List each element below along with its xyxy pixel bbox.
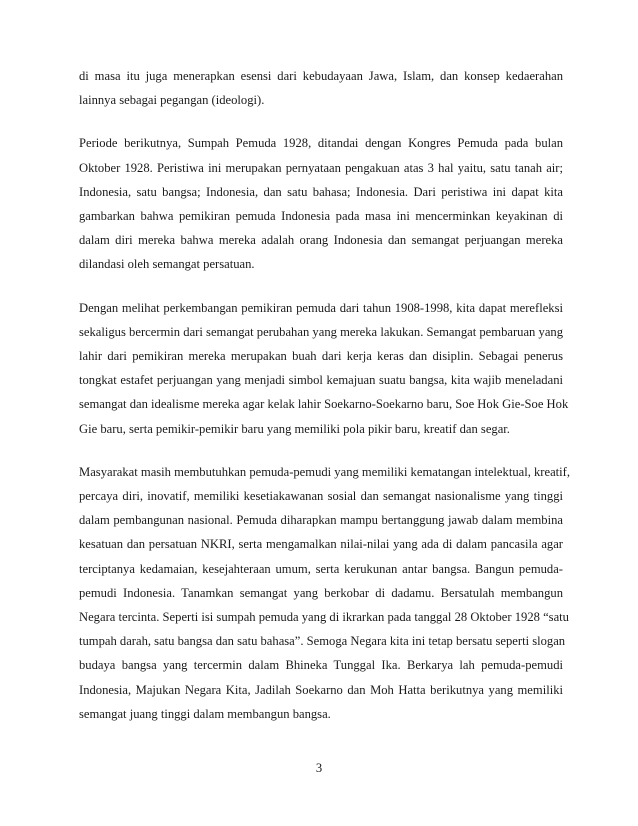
text-line: Masyarakat masih membutuhkan pemuda-pemudi yang memiliki kematangan intelektual, kreatif, bbox=[79, 464, 571, 479]
text-line: di masa itu juga menerapkan esensi dari kebudayaan Jawa, Islam, dan konsep kedaerahan bbox=[79, 69, 563, 83]
text-line: terciptanya kedamaian, kesejahteraan umum, serta kerukunan antar bangsa. Bangun pemuda- bbox=[79, 561, 563, 576]
paragraph bbox=[79, 460, 571, 726]
paragraph bbox=[79, 64, 563, 112]
text-line: dalam pembangunan nasional. Pemuda diharapkan mampu bertanggung jawab dalam membina bbox=[79, 513, 563, 528]
text-line: percaya diri, inovatif, memiliki kesetiakawanan sosial dan semangat nasionalisme yang tinggi bbox=[79, 489, 563, 504]
text-line: sekaligus bercermin dari semangat perubahan yang mereka lakukan. Semangat pembaruan yang bbox=[79, 324, 563, 339]
paragraph bbox=[79, 296, 569, 441]
text-line: Dengan melihat perkembangan pemikiran pemuda dari tahun 1908-1998, kita dapat merefleksi bbox=[79, 300, 563, 315]
text-line: tumpah darah, satu bangsa dan satu bahasa”. Semoga Negara kita ini tetap bersatu seperti slogan bbox=[79, 634, 566, 649]
text-line: lainnya sebagai pegangan (ideologi). bbox=[79, 93, 265, 108]
text-line: lahir dari pemikiran mereka merupakan buah dari kerja keras dan disiplin. Sebagai penerus bbox=[79, 349, 563, 364]
text-line: gambarkan bahwa pemikiran pemuda Indonesia pada masa ini mencerminkan keyakinan di bbox=[79, 209, 563, 224]
text-line: pemudi Indonesia. Tanamkan semangat yang berkobar di dadamu. Bersatulah membangun bbox=[79, 585, 563, 600]
page-number: 3 bbox=[315, 761, 323, 775]
text-line: Periode berikutnya, Sumpah Pemuda 1928, ditandai dengan Kongres Pemuda pada bulan bbox=[79, 136, 563, 151]
paragraph bbox=[79, 131, 563, 276]
text-line: Negara tercinta. Seperti isi sumpah pemuda yang di ikrarkan pada tanggal 28 Oktober 1928 “satu bbox=[79, 610, 569, 625]
text-line: dalam diri mereka bahwa mereka adalah orang Indonesia dan semangat perjuangan mereka bbox=[79, 233, 563, 248]
document-body bbox=[79, 64, 571, 726]
text-line: budaya bangsa yang tercermin dalam Bhineka Tunggal Ika. Berkarya lah pemuda-pemudi bbox=[79, 658, 563, 673]
text-line: tongkat estafet perjuangan yang menjadi simbol kemajuan suatu bangsa, kita wajib meneladani bbox=[79, 373, 563, 388]
text-line: kesatuan dan persatuan NKRI, serta mengamalkan nilai-nilai yang ada di dalam pancasila agar bbox=[79, 537, 563, 552]
text-line: dilandasi oleh semangat persatuan. bbox=[79, 257, 255, 272]
text-line: semangat dan idealisme mereka agar kelak lahir Soekarno-Soekarno baru, Soe Hok Gie-Soe Hok bbox=[79, 397, 569, 412]
text-line: Oktober 1928. Peristiwa ini merupakan pernyataan pengakuan atas 3 hal yaitu, satu tanah air; bbox=[79, 160, 563, 175]
text-line: semangat juang tinggi dalam membangun bangsa. bbox=[79, 706, 331, 721]
text-line: Indonesia, Majukan Negara Kita, Jadilah Soekarno dan Moh Hatta berikutnya yang memiliki bbox=[79, 682, 563, 697]
text-line: Gie baru, serta pemikir-pemikir baru yang memiliki pola pikir baru, kreatif dan segar. bbox=[79, 421, 510, 436]
text-line: Indonesia, satu bangsa; Indonesia, dan satu bahasa; Indonesia. Dari peristiwa ini dapat kita bbox=[79, 184, 563, 199]
document-page bbox=[79, 64, 571, 745]
